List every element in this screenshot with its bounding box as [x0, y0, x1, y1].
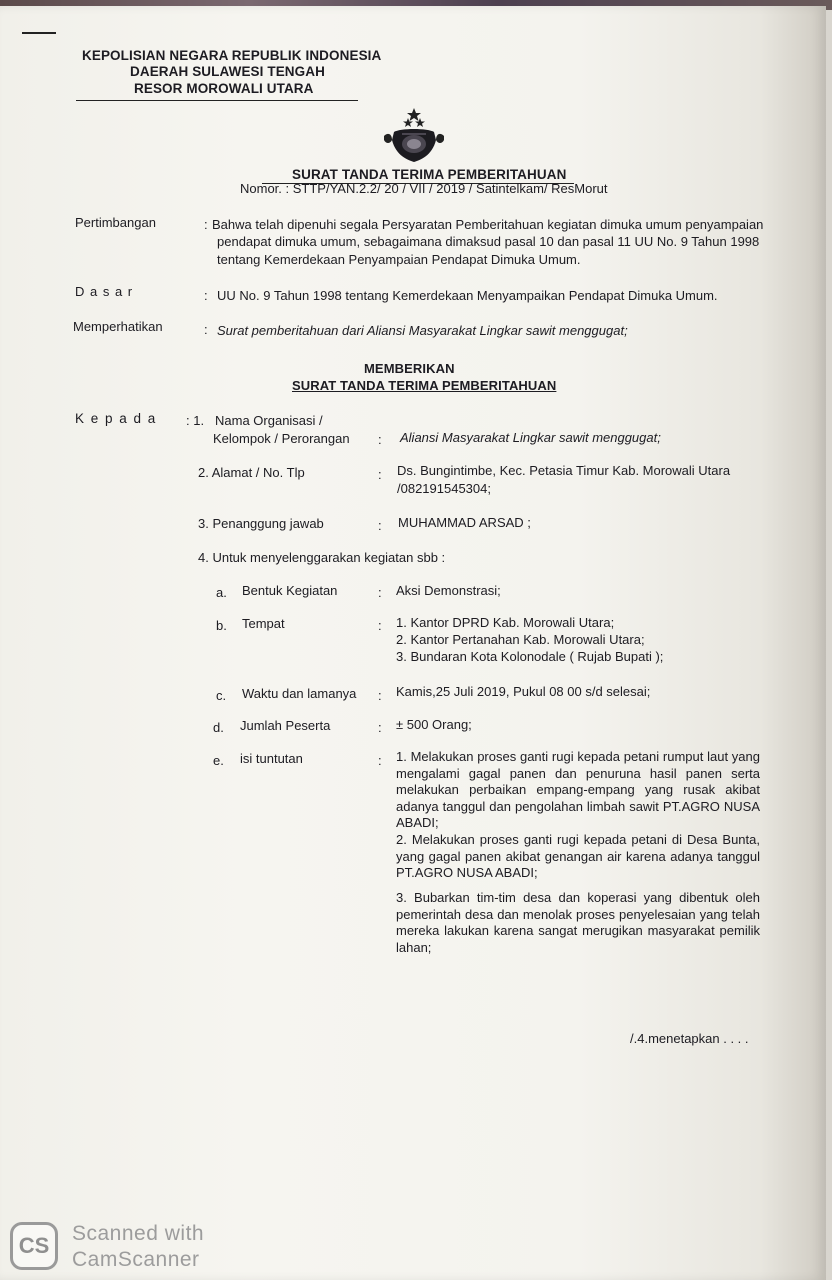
- dasar-text: UU No. 9 Tahun 1998 tentang Kemerdekaan Menyampaikan Pendapat Dimuka Umum.: [217, 288, 718, 303]
- pertimbangan-text-line1: Bahwa telah dipenuhi segala Persyaratan Pemberitahuan kegiatan dimuka umum penyampaian: [212, 217, 764, 232]
- kegiatan-e-demand-1: 1. Melakukan proses ganti rugi kepada petani rumput laut yang mengalami gagal panen dan penuruna hasil panen serta melakukan perbaikan empang-empang yang rusak akibat adanya tanggul dan pengolahan limbah sawit PT.AGRO NUSA ABADI;: [396, 749, 760, 830]
- margin-mark: [22, 32, 56, 34]
- kegiatan-c-colon: :: [378, 688, 382, 703]
- document-number: Nomor. : STTP/YAN.2.2/ 20 / VII / 2019 / Satintelkam/ ResMorut: [240, 181, 608, 196]
- memperhatikan-text: Surat pemberitahuan dari Aliansi Masyarakat Lingkar sawit menggugat;: [217, 323, 628, 338]
- kegiatan-d-value: ± 500 Orang;: [396, 717, 472, 732]
- kegiatan-e-colon: :: [378, 753, 382, 768]
- kepada-label: K e p a d a: [75, 411, 157, 426]
- memperhatikan-colon: :: [204, 322, 208, 337]
- kepada-item3-label: 3. Penanggung jawab: [198, 516, 324, 531]
- kepada-item1-colon: :: [378, 432, 382, 447]
- kegiatan-d-letter: d.: [213, 720, 224, 735]
- pertimbangan-label: Pertimbangan: [75, 215, 156, 230]
- kepada-item2-colon: :: [378, 467, 382, 482]
- kepada-item1-label-line1: Nama Organisasi /: [215, 413, 323, 428]
- kepada-item3-colon: :: [378, 518, 382, 533]
- kepada-item2-value-line2: /082191545304;: [397, 481, 491, 496]
- kepada-item4-label: 4. Untuk menyelenggarakan kegiatan sbb :: [198, 550, 446, 565]
- kegiatan-e-demand-2: 2. Melakukan proses ganti rugi kepada petani di Desa Bunta, yang gagal panen akibat genangan air karena adanya tanggul PT.AGRO NUSA ABADI;: [396, 832, 760, 880]
- header-resort: RESOR MOROWALI UTARA: [134, 81, 314, 96]
- dasar-colon: :: [204, 288, 208, 303]
- kegiatan-d-colon: :: [378, 720, 382, 735]
- continuation-note: /.4.menetapkan . . . .: [630, 1031, 749, 1046]
- document-title: SURAT TANDA TERIMA PEMBERITAHUAN: [292, 167, 567, 182]
- memperhatikan-label: Memperhatikan: [73, 319, 163, 334]
- kepada-item1-label-line2: Kelompok / Perorangan: [213, 431, 350, 446]
- kegiatan-a-letter: a.: [216, 585, 227, 600]
- kegiatan-e-label: isi tuntutan: [240, 751, 303, 766]
- kegiatan-c-label: Waktu dan lamanya: [242, 686, 357, 701]
- police-emblem-icon: [380, 106, 448, 169]
- kegiatan-c-value: Kamis,25 Juli 2019, Pukul 08 00 s/d selesai;: [396, 684, 651, 699]
- kepada-item3-value: MUHAMMAD ARSAD ;: [398, 515, 531, 530]
- dasar-label: D a s a r: [75, 284, 134, 299]
- kegiatan-b-label: Tempat: [242, 616, 285, 631]
- pertimbangan-colon: :: [204, 217, 208, 232]
- kegiatan-b-colon: :: [378, 618, 382, 633]
- kegiatan-b-value-line1: 1. Kantor DPRD Kab. Morowali Utara;: [396, 615, 615, 630]
- kepada-item2-label: 2. Alamat / No. Tlp: [198, 465, 305, 480]
- scanner-watermark-line2: CamScanner: [72, 1248, 200, 1271]
- kegiatan-b-letter: b.: [216, 618, 227, 633]
- kegiatan-e-letter: e.: [213, 753, 224, 768]
- kegiatan-e-demand-3: 3. Bubarkan tim-tim desa dan koperasi yang dibentuk oleh pemerintah desa dan menolak proses penyelesaian yang telah mereka lakukan karena sangat merugikan masyarakat pemilik lahan;: [396, 890, 760, 955]
- kegiatan-d-label: Jumlah Peserta: [240, 718, 331, 733]
- kepada-item1-number: : 1.: [186, 413, 205, 428]
- header-institution: KEPOLISIAN NEGARA REPUBLIK INDONESIA: [82, 48, 382, 63]
- kegiatan-a-label: Bentuk Kegiatan: [242, 583, 338, 598]
- pertimbangan-text-line2: pendapat dimuka umum, sebagaimana dimaksud pasal 10 dan pasal 11 UU No. 9 Tahun 1998: [217, 234, 760, 249]
- kegiatan-a-colon: :: [378, 585, 382, 600]
- scanner-watermark-line1: Scanned with: [72, 1222, 205, 1245]
- header-underline: [76, 100, 358, 101]
- kegiatan-b-value-line3: 3. Bundaran Kota Kolonodale ( Rujab Bupati );: [396, 649, 664, 664]
- header-region: DAERAH SULAWESI TENGAH: [130, 64, 325, 79]
- kepada-item1-value: Aliansi Masyarakat Lingkar sawit menggugat;: [400, 430, 661, 445]
- camscanner-logo-icon: CS: [10, 1222, 58, 1270]
- kepada-item2-value-line1: Ds. Bungintimbe, Kec. Petasia Timur Kab. Morowali Utara: [397, 463, 731, 478]
- kegiatan-c-letter: c.: [216, 688, 227, 703]
- pertimbangan-text-line3: tentang Kemerdekaan Penyampaian Pendapat Dimuka Umum.: [217, 252, 581, 267]
- kegiatan-b-value-line2: 2. Kantor Pertanahan Kab. Morowali Utara;: [396, 632, 645, 647]
- kegiatan-a-value: Aksi Demonstrasi;: [396, 583, 501, 598]
- memberikan-heading: MEMBERIKAN: [364, 361, 455, 376]
- memberikan-subheading: SURAT TANDA TERIMA PEMBERITAHUAN: [292, 378, 557, 393]
